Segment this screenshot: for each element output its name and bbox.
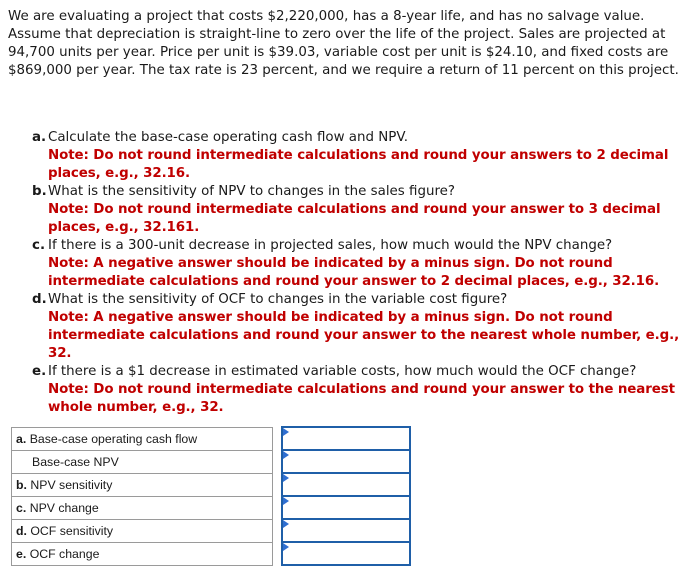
question-note: Note: A negative answer should be indicated by a minus sign. Do not round intermediate calculations and round your answer to the nearest whole number, e.g., 32.	[48, 310, 680, 361]
base-case-npv-input[interactable]	[284, 452, 408, 471]
answer-cell	[282, 519, 410, 542]
answer-row-npv-sensitivity	[12, 473, 411, 496]
input-marker-icon	[283, 451, 289, 459]
base-case-ocf-input[interactable]	[284, 429, 408, 448]
answer-cell	[282, 496, 410, 519]
question-list	[32, 129, 687, 417]
question-label: a.	[32, 130, 47, 145]
answer-cell	[282, 542, 410, 565]
answer-cell	[282, 473, 410, 496]
question-note: Note: Do not round intermediate calculations and round your answer to the nearest whole number, e.g., 32.	[48, 382, 675, 415]
npv-sensitivity-input[interactable]	[284, 475, 408, 494]
answer-row-npv	[12, 450, 411, 473]
problem-statement: We are evaluating a project that costs $2,220,000, has a 8-year life, and has no salvage value. Assume that depreciation is straight-line to zero over the life of the project. Sales are projected at 94,700 units per year. Price per unit is $39.03, variable cost per unit is $24.10, and fixed costs are $869,000 per year. The tax rate is 23 percent, and we require a return of 11 percent on this project.	[8, 9, 679, 78]
answer-label: b. NPV sensitivity	[12, 473, 273, 496]
answer-label: a. Base-case operating cash flow	[12, 427, 273, 450]
npv-change-input[interactable]	[284, 498, 408, 517]
answer-row-ocf-sensitivity	[12, 519, 411, 542]
question-c	[32, 237, 687, 291]
answer-label: c. NPV change	[12, 496, 273, 519]
answer-cell	[282, 427, 410, 450]
question-d	[32, 291, 687, 363]
question-text: If there is a 300-unit decrease in projected sales, how much would the NPV change?	[48, 238, 613, 253]
question-text: If there is a $1 decrease in estimated variable costs, how much would the OCF change?	[48, 364, 637, 379]
question-label: d.	[32, 292, 47, 307]
answer-row-npv-change	[12, 496, 411, 519]
question-note: Note: Do not round intermediate calculations and round your answer to 3 decimal places, e.g., 32.161.	[48, 202, 661, 235]
question-label: c.	[32, 238, 46, 253]
input-marker-icon	[283, 474, 289, 482]
answer-label: d. OCF sensitivity	[12, 519, 273, 542]
answer-table	[11, 426, 411, 566]
question-text: What is the sensitivity of OCF to changes in the variable cost figure?	[48, 292, 508, 307]
ocf-change-input[interactable]	[284, 544, 408, 563]
input-marker-icon	[283, 543, 289, 551]
answer-label: e. OCF change	[12, 542, 273, 565]
question-note: Note: Do not round intermediate calculations and round your answers to 2 decimal places, e.g., 32.16.	[48, 148, 669, 181]
question-text: Calculate the base-case operating cash flow and NPV.	[48, 130, 409, 145]
question-note: Note: A negative answer should be indicated by a minus sign. Do not round intermediate calculations and round your answer to 2 decimal places, e.g., 32.16.	[48, 256, 660, 289]
input-marker-icon	[283, 520, 289, 528]
question-label: b.	[32, 184, 47, 199]
question-a	[32, 129, 687, 183]
question-text: What is the sensitivity of NPV to changes in the sales figure?	[48, 184, 456, 199]
input-marker-icon	[283, 497, 289, 505]
answer-row-ocf-change	[12, 542, 411, 565]
question-e	[32, 363, 687, 417]
answer-cell	[282, 450, 410, 473]
question-b	[32, 183, 687, 237]
question-label: e.	[32, 364, 47, 379]
answer-row-ocf	[12, 427, 411, 450]
input-marker-icon	[283, 428, 289, 436]
answer-label: Base-case NPV	[12, 450, 273, 473]
ocf-sensitivity-input[interactable]	[284, 521, 408, 540]
